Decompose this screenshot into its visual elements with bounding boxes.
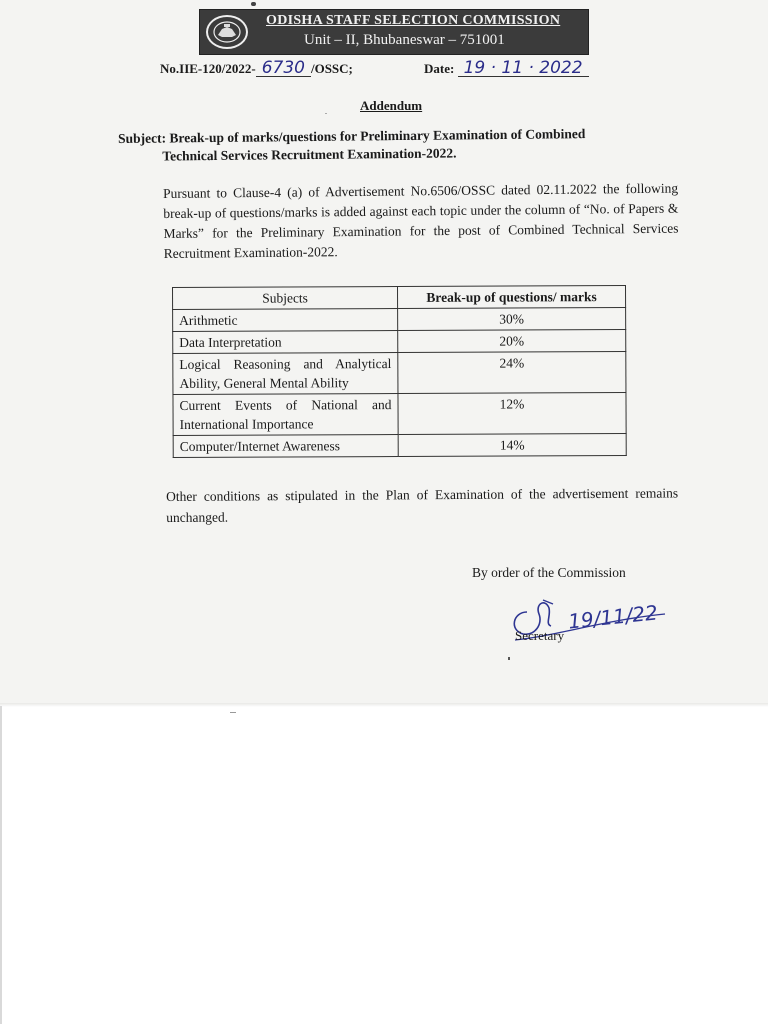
date-line (424, 60, 589, 77)
signatory-title: Secretary (515, 628, 565, 643)
subject-block (118, 124, 678, 166)
addendum-heading: Addendum (360, 98, 423, 113)
table-row (173, 393, 626, 436)
reference-handwritten-number: 6730 (256, 60, 311, 77)
header-subjects: Subjects (173, 287, 398, 310)
marks-table (172, 285, 627, 458)
reference-number (160, 60, 353, 77)
row-subject: Current Events of National and International Importance (173, 394, 398, 436)
header-breakup: Break-up of questions/ marks (398, 286, 626, 309)
scan-mark (251, 2, 256, 6)
subject-line-2: Technical Services Recruitment Examination-2022. (162, 145, 457, 164)
table-row (173, 352, 626, 395)
signature-date: 19/11/22 (566, 600, 659, 634)
page-left-edge (0, 706, 2, 1024)
scan-speck (508, 657, 510, 660)
row-marks: 30% (398, 308, 626, 331)
row-marks: 12% (398, 393, 626, 435)
row-marks: 24% (398, 352, 626, 394)
handwritten-date: 19 · 11 · 2022 (458, 60, 589, 77)
table-row (173, 308, 626, 332)
scan-speck (230, 712, 236, 713)
scan-edge (0, 703, 768, 707)
by-order-line: By order of the Commission (472, 565, 626, 580)
row-subject: Data Interpretation (173, 331, 398, 354)
scan-speck (325, 113, 327, 114)
commission-name: ODISHA STAFF SELECTION COMMISSION (266, 13, 561, 28)
date-label: Date: (424, 61, 455, 76)
reference-suffix: /OSSC; (310, 61, 353, 76)
commission-address: Unit – II, Bhubaneswar – 751001 (304, 32, 505, 48)
table-header-row (173, 286, 626, 310)
row-marks: 20% (398, 330, 626, 353)
reference-prefix: No.IIE-120/2022- (160, 61, 256, 76)
row-marks: 14% (398, 434, 626, 457)
closing-paragraph: Other conditions as stipulated in the Plan of Examination of the advertisement remains unchanged. (166, 485, 679, 525)
body-paragraph: Pursuant to Clause-4 (a) of Advertisement No.6506/OSSC dated 02.11.2022 the following break-up of questions/marks is added against each topic under the column of “No. of Papers & Marks” for the Preliminary Examination for the post of Combined Technical Services Recruitment Examination-2022. (163, 180, 679, 261)
letterhead (199, 9, 589, 55)
subject-line-1: Break-up of marks/questions for Preliminary Examination of Combined (169, 126, 586, 146)
emblem-icon (206, 15, 248, 49)
row-subject: Computer/Internet Awareness (173, 435, 398, 458)
subject-label: Subject: (118, 130, 167, 146)
row-subject: Logical Reasoning and Analytical Ability, General Mental Ability (173, 353, 398, 395)
row-subject: Arithmetic (173, 309, 398, 332)
table-row (173, 434, 626, 458)
table-row (173, 330, 626, 354)
